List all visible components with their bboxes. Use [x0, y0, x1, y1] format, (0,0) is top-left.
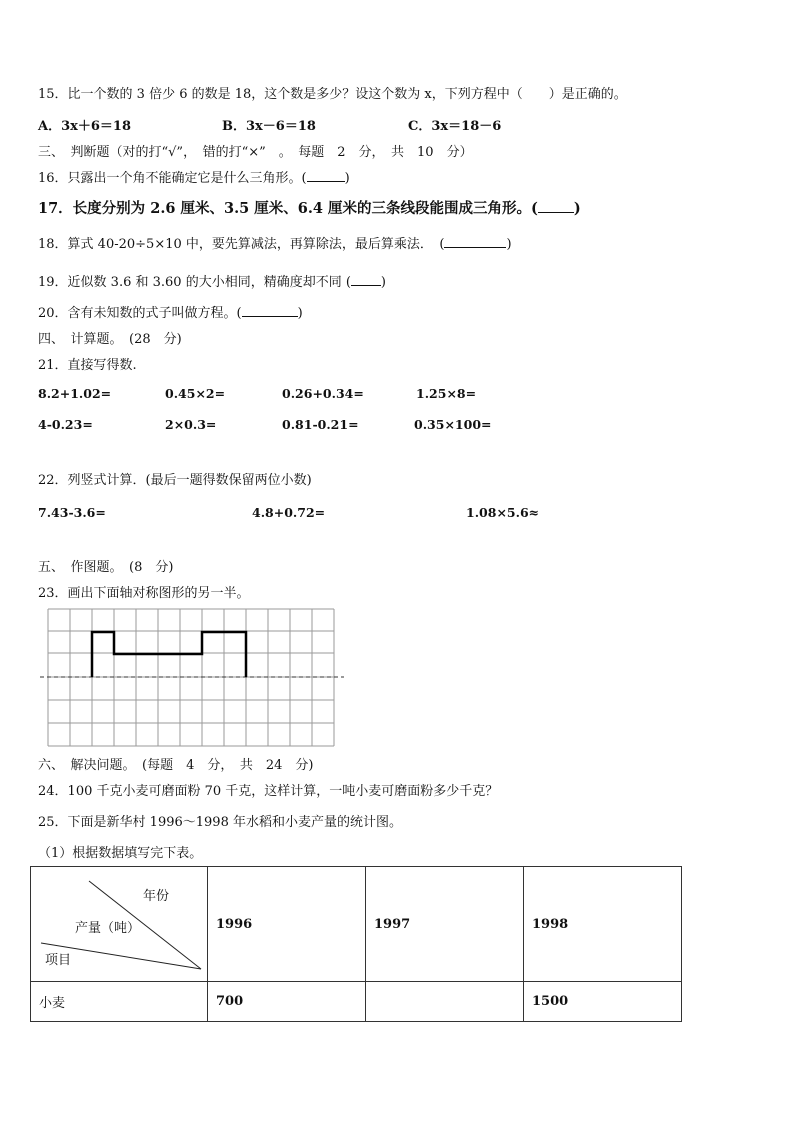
- question-20-text: 20．含有未知数的式子叫做方程。(: [38, 306, 242, 321]
- vertical-calc-item: 1.08×5.6≈: [466, 505, 540, 520]
- question-18: [38, 233, 512, 252]
- calc-item: 2×0.3=: [165, 417, 217, 432]
- question-17-tail: ): [573, 200, 581, 217]
- header-output-label: 产量（吨）: [75, 921, 141, 936]
- table-header-row: [31, 867, 682, 982]
- answer-blank-20[interactable]: [242, 305, 298, 317]
- question-18-text: 18．算式 40-20÷5×10 中，要先算减法，再算除法，最后算乘法． (: [38, 237, 445, 252]
- calc-item: 0.35×100=: [414, 417, 492, 432]
- question-20-tail: ): [297, 306, 303, 321]
- section-5-title: 五、 作图题。 (8 分): [38, 560, 174, 575]
- year-header-1997: 1997: [366, 867, 524, 982]
- section-4-title: 四、 计算题。 (28 分): [38, 332, 182, 347]
- question-22-title: 22．列竖式计算．(最后一题得数保留两位小数): [38, 473, 312, 488]
- answer-blank-19[interactable]: [351, 274, 381, 286]
- year-header-1998: 1998: [524, 867, 682, 982]
- header-year-label: 年份: [143, 889, 170, 904]
- answer-blank-17[interactable]: [538, 201, 574, 213]
- question-16-tail: ): [344, 171, 350, 186]
- question-25-sub1: （1）根据数据填写完下表。: [38, 846, 203, 861]
- question-17-text: 17．长度分别为 2.6 厘米、3.5 厘米、6.4 厘米的三条线段能围成三角形。(: [38, 200, 538, 217]
- wheat-value-1997[interactable]: [366, 982, 524, 1022]
- diagonal-header-cell: [31, 867, 208, 982]
- table-row: [31, 982, 682, 1022]
- vertical-calc-item: 7.43-3.6=: [38, 505, 106, 520]
- statistics-table: [30, 866, 682, 1022]
- question-15: [38, 83, 627, 102]
- header-item-label: 项目: [45, 953, 72, 968]
- answer-blank-18[interactable]: [444, 236, 506, 248]
- calc-item: 1.25×8=: [416, 386, 477, 401]
- row-label-wheat: 小麦: [31, 982, 208, 1022]
- question-23-text: 23．画出下面轴对称图形的另一半。: [38, 586, 250, 601]
- question-17: [38, 197, 581, 218]
- calc-item: 0.81-0.21=: [282, 417, 359, 432]
- wheat-value-1996: 700: [208, 982, 366, 1022]
- wheat-value-1998: 1500: [524, 982, 682, 1022]
- calc-item: 0.26+0.34=: [282, 386, 364, 401]
- calc-item: 4-0.23=: [38, 417, 93, 432]
- question-19-tail: ): [380, 275, 386, 290]
- option-c: C．3x＝18－6: [408, 119, 502, 134]
- option-a: A．3x＋6＝18: [38, 119, 132, 134]
- answer-blank-16[interactable]: [307, 170, 345, 182]
- question-21-title: 21．直接写得数.: [38, 358, 137, 373]
- section-3-title: 三、 判断题（对的打“√”， 错的打“×” 。 每题 2 分， 共 10 分）: [38, 145, 473, 160]
- option-b: B．3x－6＝18: [222, 119, 316, 134]
- question-19: [38, 271, 386, 290]
- question-16-text: 16．只露出一个角不能确定它是什么三角形。(: [38, 171, 307, 186]
- calc-item: 8.2+1.02=: [38, 386, 112, 401]
- year-header-1996: 1996: [208, 867, 366, 982]
- question-18-tail: ): [506, 237, 512, 252]
- question-19-text: 19．近似数 3.6 和 3.60 的大小相同，精确度却不同 (: [38, 275, 351, 290]
- question-25-text: 25．下面是新华村 1996～1998 年水稻和小麦产量的统计图。: [38, 815, 402, 830]
- vertical-calc-item: 4.8+0.72=: [252, 505, 326, 520]
- section-6-title: 六、 解决问题。 (每题 4 分， 共 24 分): [38, 758, 314, 773]
- symmetry-grid[interactable]: [40, 606, 344, 748]
- calc-item: 0.45×2=: [165, 386, 226, 401]
- question-15-text: 15．比一个数的 3 倍少 6 的数是 18，这个数是多少？设这个数为 x，下列方程中（ ）是正确的。: [38, 87, 627, 102]
- question-24-text: 24．100 千克小麦可磨面粉 70 千克，这样计算，一吨小麦可磨面粉多少千克？: [38, 784, 499, 799]
- question-16: [38, 167, 350, 186]
- half-shape: [92, 632, 246, 677]
- question-20: [38, 302, 303, 321]
